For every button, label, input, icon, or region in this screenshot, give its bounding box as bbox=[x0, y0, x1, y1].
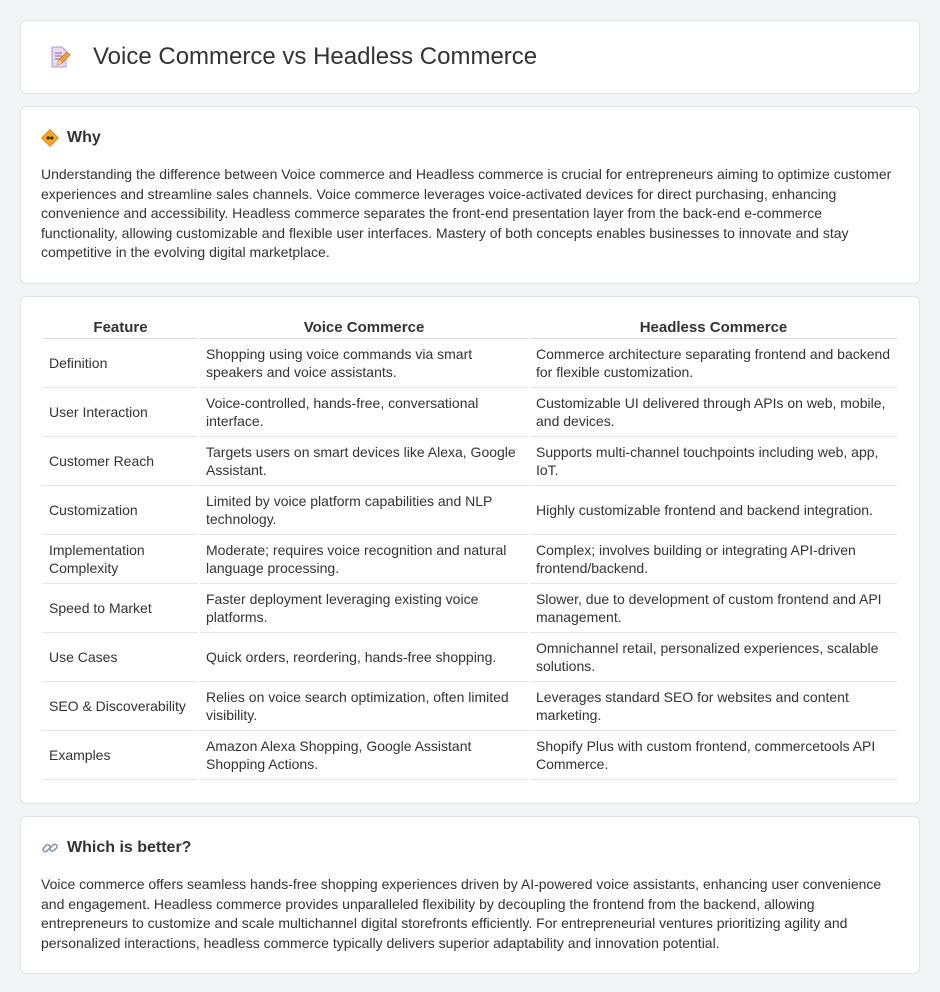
feature-cell: Speed to Market bbox=[43, 584, 198, 633]
voice-cell: Moderate; requires voice recognition and natural language processing. bbox=[200, 535, 528, 584]
why-section bbox=[20, 106, 920, 284]
table-row bbox=[43, 388, 897, 437]
voice-cell: Relies on voice search optimization, often limited visibility. bbox=[200, 682, 528, 731]
headless-cell: Leverages standard SEO for websites and content marketing. bbox=[530, 682, 897, 731]
table-row bbox=[43, 731, 897, 780]
which-is-better-title: Which is better? bbox=[67, 839, 192, 856]
voice-cell: Shopping using voice commands via smart speakers and voice assistants. bbox=[200, 339, 528, 388]
headless-cell: Commerce architecture separating frontend and backend for flexible customization. bbox=[530, 339, 897, 388]
feature-cell: SEO & Discoverability bbox=[43, 682, 198, 731]
table-row bbox=[43, 437, 897, 486]
feature-cell: User Interaction bbox=[43, 388, 198, 437]
voice-cell: Faster deployment leveraging existing voice platforms. bbox=[200, 584, 528, 633]
headless-cell: Highly customizable frontend and backend integration. bbox=[530, 486, 897, 535]
table-row bbox=[43, 682, 897, 731]
table-row bbox=[43, 339, 897, 388]
document-pencil-icon bbox=[47, 45, 71, 69]
voice-cell: Quick orders, reordering, hands-free shopping. bbox=[200, 633, 528, 682]
feature-cell: Use Cases bbox=[43, 633, 198, 682]
which-is-better-text: Voice commerce offers seamless hands-free shopping experiences driven by AI-powered voice assistants, enhancing user convenience and engagement. Headless commerce provides unparalleled flexibility by decoupling the frontend from the backend, allowing entrepreneurs to customize and scale multichannel digital storefronts efficiently. For entrepreneurial ventures prioritizing agility and personalized interactions, headless commerce typically delivers superior adaptability and innovation potential. bbox=[41, 876, 882, 951]
voice-cell: Targets users on smart devices like Alexa, Google Assistant. bbox=[200, 437, 528, 486]
feature-cell: Implementation Complexity bbox=[43, 535, 198, 584]
table-row bbox=[43, 486, 897, 535]
headless-cell: Complex; involves building or integrating API-driven frontend/backend. bbox=[530, 535, 897, 584]
why-text: Understanding the difference between Voice commerce and Headless commerce is crucial for entrepreneurs aiming to optimize customer experiences and streamline sales channels. Voice commerce leverages voice-activated devices for direct purchasing, enhancing convenience and accessibility. Headless commerce separates the front-end presentation layer from the back-end e-commerce functionality, allowing customizable and flexible user interfaces. Mastery of both concepts enables businesses to innovate and stay competitive in the evolving digital marketplace. bbox=[41, 166, 892, 260]
table-header-row bbox=[43, 317, 897, 339]
headless-cell: Omnichannel retail, personalized experiences, scalable solutions. bbox=[530, 633, 897, 682]
header-headless-commerce: Headless Commerce bbox=[530, 317, 897, 339]
table-row bbox=[43, 633, 897, 682]
headless-cell: Shopify Plus with custom frontend, commercetools API Commerce. bbox=[530, 731, 897, 780]
headless-cell: Customizable UI delivered through APIs on web, mobile, and devices. bbox=[530, 388, 897, 437]
headless-cell: Supports multi-channel touchpoints including web, app, IoT. bbox=[530, 437, 897, 486]
voice-cell: Voice-controlled, hands-free, conversational interface. bbox=[200, 388, 528, 437]
feature-cell: Customer Reach bbox=[43, 437, 198, 486]
headless-cell: Slower, due to development of custom frontend and API management. bbox=[530, 584, 897, 633]
why-title: Why bbox=[67, 129, 101, 146]
title-card bbox=[20, 20, 920, 94]
link-icon bbox=[41, 839, 59, 857]
which-is-better-section bbox=[20, 816, 920, 974]
feature-cell: Examples bbox=[43, 731, 198, 780]
table-row bbox=[43, 535, 897, 584]
voice-cell: Limited by voice platform capabilities and NLP technology. bbox=[200, 486, 528, 535]
table-row bbox=[43, 584, 897, 633]
feature-cell: Customization bbox=[43, 486, 198, 535]
comparison-table-card bbox=[20, 296, 920, 804]
voice-cell: Amazon Alexa Shopping, Google Assistant Shopping Actions. bbox=[200, 731, 528, 780]
header-feature: Feature bbox=[43, 317, 198, 339]
comparison-table bbox=[41, 317, 899, 780]
page-title: Voice Commerce vs Headless Commerce bbox=[93, 43, 538, 70]
feature-cell: Definition bbox=[43, 339, 198, 388]
header-voice-commerce: Voice Commerce bbox=[200, 317, 528, 339]
diamond-sign-icon bbox=[41, 129, 59, 147]
